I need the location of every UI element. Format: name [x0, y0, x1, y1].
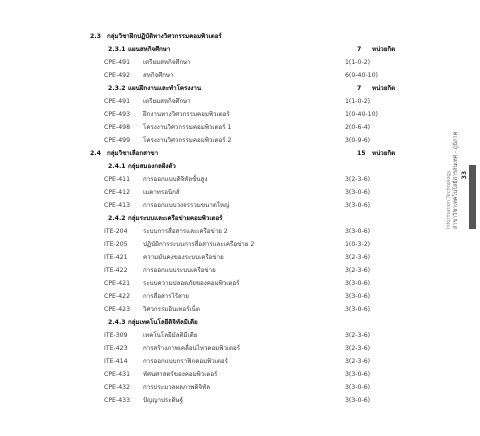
course-name: ระบบการสื่อสารและเครือข่าย 2 [143, 228, 228, 235]
subsection-number: 2.4.1 [108, 163, 126, 170]
course-credit: 3(3-0-6) [345, 384, 371, 391]
course-credit: 3(3-0-6) [345, 371, 371, 378]
course-name: การออกแบบดิจิทัลขั้นสูง [143, 176, 208, 183]
subsection-2-4-3-heading [0, 316, 480, 329]
course-name: สหกิจศึกษา [143, 72, 174, 79]
course-code: CPE-498 [104, 124, 131, 131]
course-row [0, 238, 480, 251]
subsection-2-4-1-heading [0, 160, 480, 173]
course-row [0, 186, 480, 199]
course-credit: 3(2-3-6) [345, 254, 371, 261]
course-code: CPE-431 [104, 371, 131, 378]
course-code: CPE-491 [104, 98, 131, 105]
course-name: ฝึกงานทางวิศวกรรมคอมพิวเตอร์ [143, 111, 230, 118]
course-code: CPE-412 [104, 189, 131, 196]
credit-value: 7 [357, 85, 362, 92]
course-code: ITE-204 [104, 228, 128, 235]
course-code: CPE-422 [104, 293, 131, 300]
course-credit: 3(2-3-6) [345, 332, 371, 339]
course-row [0, 173, 480, 186]
course-name: ปฏิบัติการระบบการสื่อสารและเครือข่าย 2 [143, 241, 255, 248]
side-tab-label: สาขาวิชาเทคโนโลยีสารสนเทศ - ภูมิภาค [453, 131, 459, 229]
course-credit: 1(0-3-2) [345, 241, 371, 248]
subsection-2-3-1-heading [0, 43, 480, 56]
course-row [0, 342, 480, 355]
course-name: โครงงานวิศวกรรมคอมพิวเตอร์ 1 [143, 124, 232, 131]
course-credit: 3(0-9-6) [345, 137, 371, 144]
course-row [0, 225, 480, 238]
course-code: CPE-423 [104, 306, 131, 313]
section-2-3-heading [0, 30, 480, 43]
course-credit: 3(3-0-6) [345, 202, 371, 209]
course-code: ITE-414 [104, 358, 128, 365]
course-code: CPE-413 [104, 202, 131, 209]
credit-unit: หน่วยกิต [372, 46, 396, 53]
course-row [0, 251, 480, 264]
subsection-2-3-2-heading [0, 82, 480, 95]
course-name: การสร้างภาพเคลื่อนไหวคอมพิวเตอร์ [143, 345, 241, 352]
subsection-2-4-2-heading [0, 212, 480, 225]
course-name: การประมวลผลภาพดิจิทัล [143, 384, 211, 391]
course-name: การสื่อสารไร้สาย [143, 293, 189, 300]
credit-value: 7 [357, 46, 362, 53]
course-credit: 1(1-0-2) [345, 59, 371, 66]
course-row [0, 368, 480, 381]
course-credit: 3(3-0-6) [345, 280, 371, 287]
course-credit: 3(3-0-6) [345, 306, 371, 313]
course-row [0, 121, 480, 134]
subsection-number: 2.3.2 [108, 85, 126, 92]
course-row [0, 69, 480, 82]
course-credit: 3(3-0-6) [345, 228, 371, 235]
subsection-title: กลุ่มระบบและเครือข่ายคอมพิวเตอร์ [128, 215, 223, 222]
course-name: โครงงานวิศวกรรมคอมพิวเตอร์ 2 [143, 137, 232, 144]
course-code: ITE-421 [104, 254, 128, 261]
course-code: ITE-309 [104, 332, 128, 339]
course-code: CPE-411 [104, 176, 131, 183]
section-title: กลุ่มวิชาฝึกปฏิบัติทางวิศวกรรมคอมพิวเตอร์ [107, 33, 222, 40]
side-tab-bar [469, 165, 476, 229]
course-credit: 3(2-3-6) [345, 267, 371, 274]
subsection-number: 2.4.2 [108, 215, 126, 222]
subsection-title: กลุ่มเทคโนโลยีดิจิทัลมีเดีย [128, 319, 198, 326]
subsection-title: กลุ่มสมองกลฝังตัว [128, 163, 176, 170]
course-name: การออกแบบวงจรรวมขนาดใหญ่ [143, 202, 230, 209]
course-code: CPE-499 [104, 137, 131, 144]
course-row [0, 394, 480, 407]
course-credit: 3(3-0-6) [345, 293, 371, 300]
course-credit: 3(3-0-6) [345, 189, 371, 196]
course-row [0, 290, 480, 303]
course-row [0, 303, 480, 316]
course-name: วิศวกรรมอินเทอร์เน็ต [143, 306, 200, 313]
page-number: 33 [461, 171, 468, 180]
course-row [0, 108, 480, 121]
side-tab-sublabel: Information Technology [446, 170, 452, 229]
course-name: การออกแบบระบบเครือข่าย [143, 267, 216, 274]
course-code: ITE-423 [104, 345, 128, 352]
course-code: CPE-421 [104, 280, 131, 287]
course-row [0, 355, 480, 368]
course-credit: 1(0-40-10) [345, 111, 378, 118]
course-row [0, 134, 480, 147]
course-name: ทัศนศาสตร์ของคอมพิวเตอร์ [143, 371, 218, 378]
course-name: เตรียมสหกิจศึกษา [143, 59, 191, 66]
course-credit: 3(2-3-6) [345, 345, 371, 352]
course-row [0, 277, 480, 290]
credit-value: 15 [357, 150, 366, 157]
course-credit: 3(3-0-6) [345, 397, 371, 404]
course-code: CPE-433 [104, 397, 131, 404]
subsection-title: แผนสหกิจศึกษา [128, 46, 171, 53]
section-title: กลุ่มวิชาเลือกสาขา [107, 150, 159, 157]
course-code: CPE-491 [104, 59, 131, 66]
subsection-number: 2.3.1 [108, 46, 126, 53]
side-tab [442, 131, 476, 229]
credit-unit: หน่วยกิต [372, 150, 396, 157]
course-name: ระบบความปลอดภัยของคอมพิวเตอร์ [143, 280, 240, 287]
course-code: CPE-493 [104, 111, 131, 118]
course-code: CPE-492 [104, 72, 131, 79]
subsection-number: 2.4.3 [108, 319, 126, 326]
course-credit: 1(1-0-2) [345, 98, 371, 105]
course-row [0, 95, 480, 108]
course-name: ปัญญาประดิษฐ์ [143, 397, 184, 404]
course-credit: 3(2-3-6) [345, 176, 371, 183]
course-code: CPE-432 [104, 384, 131, 391]
course-name: เตรียมสหกิจศึกษา [143, 98, 191, 105]
course-row [0, 264, 480, 277]
credit-unit: หน่วยกิต [372, 85, 396, 92]
course-row [0, 56, 480, 69]
course-name: เมคาทรอนิกส์ [143, 189, 180, 196]
course-row [0, 199, 480, 212]
course-row [0, 329, 480, 342]
course-code: ITE-205 [104, 241, 128, 248]
course-row [0, 381, 480, 394]
course-code: ITE-422 [104, 267, 128, 274]
course-name: การออกแบบกราฟิกคอมพิวเตอร์ [143, 358, 228, 365]
section-2-4-heading [0, 147, 480, 160]
section-number: 2.4 [90, 150, 101, 157]
course-name: เทคโนโลยีมัลติมีเดีย [143, 332, 198, 339]
course-credit: 3(2-3-6) [345, 358, 371, 365]
course-name: ความมั่นคงของระบบเครือข่าย [143, 254, 224, 261]
course-credit: 6(0-40-10) [345, 72, 378, 79]
subsection-title: แผนฝึกงานและทำโครงงาน [128, 85, 202, 92]
section-number: 2.3 [90, 33, 101, 40]
course-credit: 2(0-6-4) [345, 124, 371, 131]
